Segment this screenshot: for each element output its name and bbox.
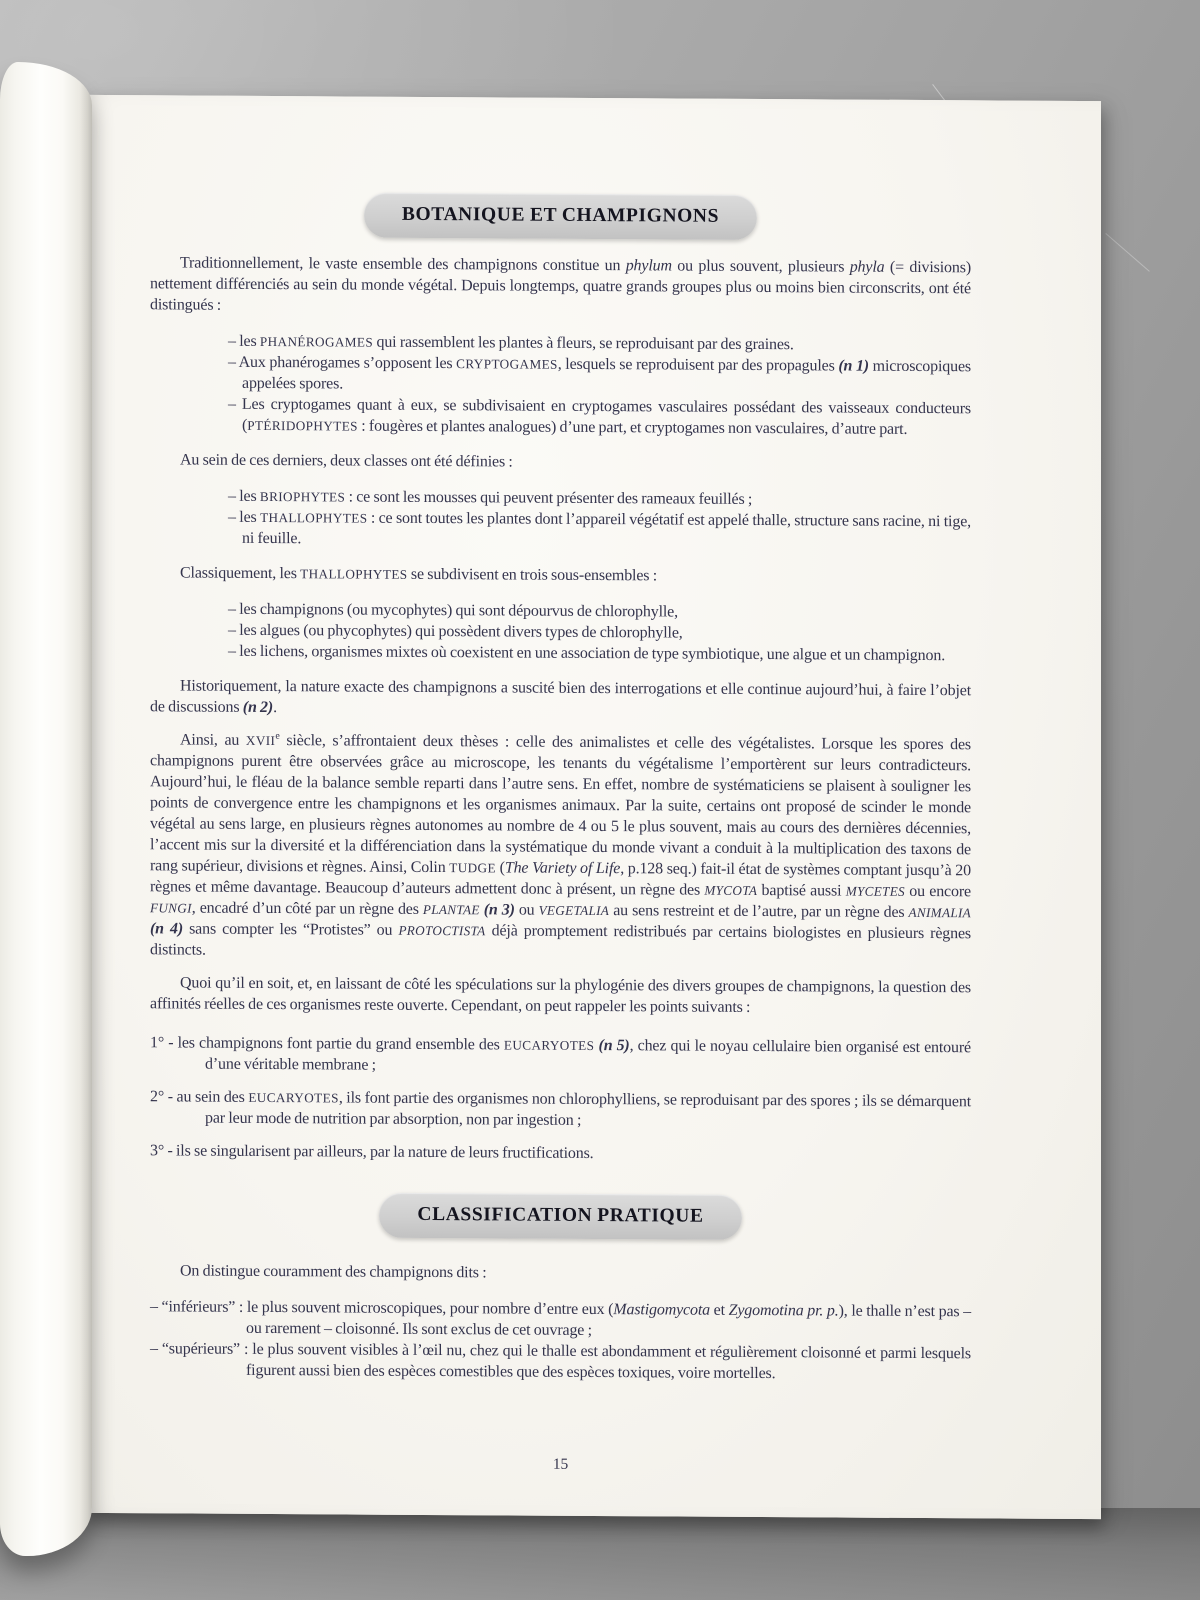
- text-segment: ou encore: [904, 882, 971, 901]
- text-segment-italiccaps: PROTOCTISTA: [398, 922, 486, 939]
- text-segment: – les: [228, 508, 261, 526]
- list-champignon-types: [150, 1296, 971, 1385]
- text-segment-italic: phyla: [849, 258, 885, 276]
- text-segment: ou plus souvent, plusieurs: [671, 257, 850, 276]
- text-segment-italic: phylum: [625, 257, 672, 275]
- text-segment: .: [273, 699, 277, 717]
- text-segment: – “supérieurs” : le plus souvent visibles à l’œil nu, chez qui le thalle est abondamment et régulièrement cloisonné et parmi lesquels figurent aussi bien des espèces comestibles que des espèces toxiques, voire mortelles.: [150, 1340, 971, 1383]
- text-segment: – les: [228, 487, 260, 505]
- text-segment: Traditionnellement, le vaste ensemble des champignons constitue un: [180, 254, 626, 275]
- text-segment-bolditalic: (n 4): [150, 920, 184, 938]
- book-page: [85, 95, 1101, 1519]
- text-segment: – “inférieurs” : le plus souvent microscopiques, pour nombre d’entre eux (: [150, 1298, 614, 1319]
- list-item: [228, 507, 971, 554]
- section-banner-botanique: BOTANIQUE ET CHAMPIGNONS: [364, 193, 757, 240]
- text-segment-sup: e: [275, 730, 280, 742]
- text-segment-caps: TUDGE: [449, 860, 496, 876]
- text-segment-italiccaps: MYCETES: [845, 883, 905, 899]
- text-segment: : ce sont toutes les plantes dont l’appareil végétatif est appelé thalle, structure sans racine, ni tige, ni feuille.: [242, 509, 972, 548]
- text-segment-italiccaps: VEGETALIA: [538, 902, 610, 919]
- text-segment-caps: XVII: [245, 732, 276, 749]
- text-segment: – Aux phanérogames s’opposent les: [228, 353, 457, 373]
- text-segment: 1° - les champignons font partie du grand ensemble des: [150, 1034, 504, 1054]
- text-segment-bolditalic: (n 3): [483, 901, 515, 919]
- page-bottom-shadow: [0, 1508, 1200, 1600]
- text-segment: Quoi qu’il en soit, et, en laissant de côté les spéculations sur la phylogénie des divers groupes de champignons, la question des affinités réelles de ces organismes reste ouverte. Cependant, on peut rappeler les points suivants :: [150, 974, 971, 1016]
- text-segment: – les lichens, organismes mixtes où coexistent en une association de type symbiotique, une algue et un champignon.: [228, 642, 946, 665]
- page-content: [150, 95, 972, 1473]
- book-page-curl: [0, 62, 92, 1556]
- text-segment-caps: PHANÉROGAMES: [259, 333, 374, 350]
- list-item: [150, 1296, 971, 1343]
- text-segment: , lesquels se reproduisent par des propagules: [557, 355, 839, 375]
- numbered-point: [150, 1140, 971, 1166]
- text-segment: , p.128 seq.) fait-il état de systèmes comptant jusqu’à 20 règnes et même davantage. Beaucoup d’auteurs admettent donc à présent, un règne des: [150, 860, 971, 899]
- paragraph-classification-intro: [150, 1260, 971, 1286]
- paragraph-intro: [150, 252, 971, 320]
- text-segment: Au sein de ces derniers, deux classes ont été définies :: [180, 451, 513, 471]
- list-item: [228, 641, 971, 667]
- text-segment-italic: Mastigomycota: [613, 1301, 710, 1319]
- text-segment: – les champignons (ou mycophytes) qui sont dépourvus de chlorophylle,: [228, 600, 678, 621]
- text-segment: microscopiques appelées spores.: [242, 357, 971, 393]
- text-segment-italiccaps: MYCOTA: [704, 882, 758, 899]
- numbered-point: [150, 1032, 971, 1079]
- text-segment: Ainsi, au: [180, 731, 246, 749]
- text-segment-italiccaps: ANIMALIA: [908, 904, 971, 921]
- text-segment: , encadré d’un côté par un règne des: [191, 899, 423, 918]
- text-segment: – les algues (ou phycophytes) qui possèdent divers types de chlorophylle,: [228, 621, 683, 642]
- text-segment: Historiquement, la nature exacte des champignons a suscité bien des interrogations et elle continue aujourd’hui, à faire l’objet de discussions: [150, 677, 971, 716]
- text-segment: – les: [228, 332, 260, 350]
- text-segment-italic: Zygomotina pr. p.: [728, 1301, 839, 1320]
- text-segment: – Les cryptogames quant à eux, se subdivisaient en cryptogames vasculaires possédant des vaisseaux conducteurs (: [228, 395, 971, 434]
- text-segment-italic: The Variety of Life: [504, 859, 621, 878]
- text-segment-caps: BRIOPHYTES: [259, 488, 346, 505]
- text-segment-caps: EUCARYOTES: [248, 1089, 339, 1106]
- text-segment: On distingue couramment des champignons dits :: [180, 1262, 487, 1282]
- paragraph-quoi-quil-en-soit: [150, 972, 971, 1019]
- text-segment-bolditalic: (n 2): [242, 698, 274, 717]
- list-item: [228, 352, 971, 399]
- text-segment: 2° - au sein des: [150, 1088, 249, 1106]
- text-segment-caps: CRYPTOGAMES: [456, 356, 558, 372]
- text-segment: ou: [514, 901, 539, 919]
- list-thallophytes: [150, 598, 971, 666]
- text-segment: , chez qui le noyau cellulaire bien organisé est entouré d’une véritable membrane ;: [205, 1037, 971, 1074]
- text-segment: baptisé aussi: [757, 882, 846, 900]
- text-segment-caps: THALLOPHYTES: [300, 566, 408, 582]
- text-segment: et: [710, 1301, 729, 1319]
- paragraph-deux-theses: [150, 729, 971, 965]
- text-segment: qui rassemblent les plantes à fleurs, se reproduisant par des graines.: [373, 333, 794, 354]
- text-segment: : fougères et plantes analogues) d’une part, et cryptogames non vasculaires, d’autre part.: [357, 417, 908, 438]
- paragraph-thallophytes-intro: [150, 562, 971, 588]
- text-segment: (= divisions) nettement différenciés au sein du monde végétal. Depuis longtemps, quatre grands groupes plus ou moins bien circonscrits, ont été distingués :: [150, 258, 971, 314]
- text-segment: ), le thalle n’est pas – ou rarement – cloisonné. Ils sont exclus de cet ouvrage ;: [246, 1302, 971, 1339]
- text-segment: sans compter les “Protistes” ou: [183, 920, 399, 939]
- list-four-groups: [150, 330, 971, 440]
- text-segment: siècle, s’affrontaient deux thèses : celle des animalistes et celle des végétalistes. Lorsque les spores des champignons purent être observées grâce au microscope, les tenants du végétalisme l’emportèrent sur leurs contradicteurs. Aujourd’hui, le fléau de la balance semble reparti dans l’autre sens. En effet, nombre de systématiciens se plaisent à souligner les points de convergence entre les champignons et les organismes animaux. Par la suite, certains ont proposé de scinder le monde végétal au sens large, en plusieurs règnes autonomes au nombre de 4 ou 5 le plus souvent, mais au cours des dernières décennies, l’accent mis sur la diversité et la différenciation dans la systématique du monde vivant a conduit à la multiplication des taxons de rang supérieur, divisions et règnes. Ainsi, Colin: [150, 732, 971, 877]
- list-item: [150, 1338, 971, 1385]
- section-banner-classification: CLASSIFICATION PRATIQUE: [379, 1193, 741, 1240]
- text-segment: déjà promptement redistribués par certains biologistes en plusieurs règnes distincts.: [150, 922, 971, 959]
- text-segment: (: [495, 859, 505, 877]
- text-segment-caps: THALLOPHYTES: [260, 509, 368, 526]
- text-segment-caps: PTÉRIDOPHYTES: [247, 417, 358, 434]
- text-segment-italiccaps: PLANTAE: [422, 901, 480, 918]
- text-segment-italiccaps: FUNGI: [150, 900, 192, 916]
- text-segment: 3° - ils se singularisent par ailleurs, par la nature de leurs fructifications.: [150, 1142, 594, 1163]
- text-segment-bolditalic: (n 1): [838, 357, 869, 375]
- paragraph-two-classes-intro: [150, 449, 971, 475]
- text-segment: : ce sont les mousses qui peuvent présenter des rameaux feuillés ;: [345, 488, 753, 508]
- scratch-line: [1105, 233, 1149, 272]
- text-segment-bolditalic: (n 5): [598, 1037, 630, 1055]
- paragraph-historiquement: [150, 675, 971, 722]
- list-item: [228, 394, 971, 441]
- text-segment: se subdivisent en trois sous-ensembles :: [407, 565, 658, 585]
- list-two-classes: [150, 485, 971, 553]
- numbered-point: [150, 1086, 971, 1133]
- text-segment-caps: EUCARYOTES: [503, 1037, 595, 1054]
- text-segment: Classiquement, les: [180, 564, 301, 583]
- page-number: 15: [552, 1455, 569, 1473]
- text-segment: au sens restreint et de l’autre, par un règne des: [609, 902, 909, 921]
- text-segment: , ils font partie des organismes non chlorophylliens, se reproduisant par des spores ; ils se démarquent par leur mode de nutrition par absorption, non par ingestion ;: [205, 1089, 971, 1129]
